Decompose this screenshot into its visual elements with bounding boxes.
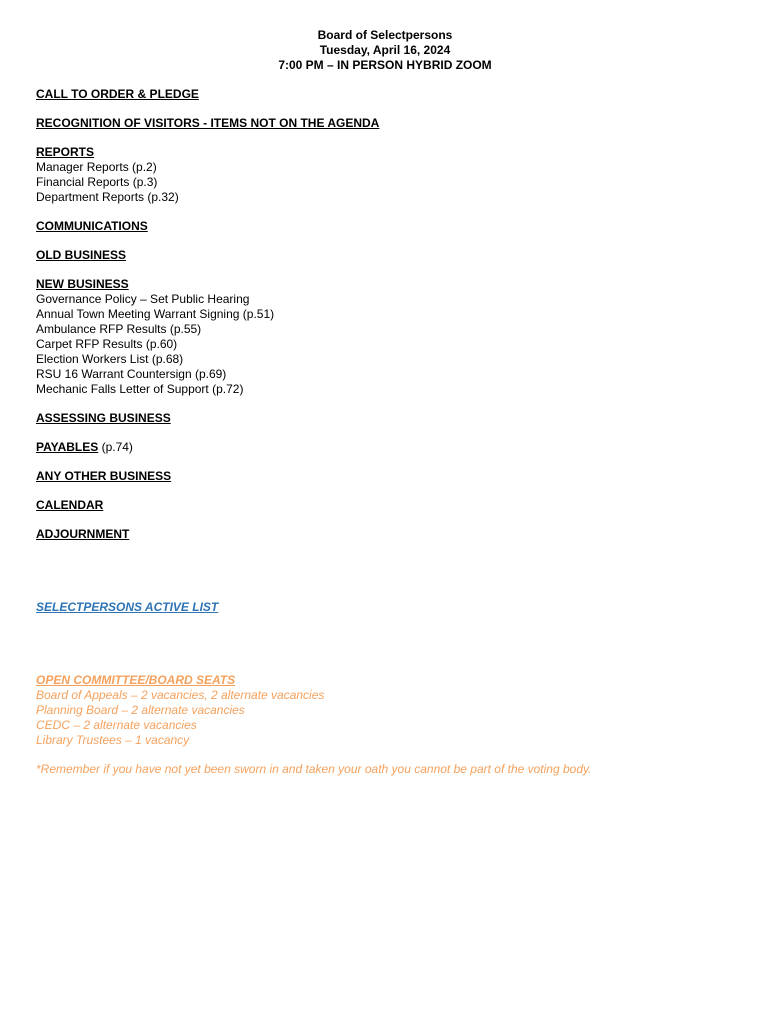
section-oath-note [36, 762, 736, 777]
payables-heading: PAYABLES [36, 440, 99, 454]
section-active-list [36, 600, 736, 615]
section-calendar [36, 498, 736, 513]
section-adjournment [36, 527, 736, 542]
open-seats-heading: OPEN COMMITTEE/BOARD SEATS [36, 673, 236, 687]
new-business-item: Ambulance RFP Results (p.55) [36, 322, 202, 336]
reports-heading: REPORTS [36, 145, 95, 159]
new-business-heading: NEW BUSINESS [36, 277, 129, 291]
reports-item: Financial Reports (p.3) [36, 175, 158, 189]
meeting-date: Tuesday, April 16, 2024 [319, 43, 451, 57]
old-business-heading: OLD BUSINESS [36, 248, 127, 262]
open-seat-item: Library Trustees – 1 vacancy [36, 733, 190, 747]
new-business-item: Election Workers List (p.68) [36, 352, 184, 366]
call-to-order-heading: CALL TO ORDER & PLEDGE [36, 87, 199, 101]
section-new-business [36, 277, 736, 397]
open-seat-item: Planning Board – 2 alternate vacancies [36, 703, 245, 717]
section-any-other-business [36, 469, 736, 484]
section-reports [36, 145, 736, 205]
section-recognition [36, 116, 736, 131]
communications-heading: COMMUNICATIONS [36, 219, 148, 233]
new-business-item: Mechanic Falls Letter of Support (p.72) [36, 382, 244, 396]
section-communications [36, 219, 736, 234]
payables-page-ref: (p.74) [98, 440, 133, 454]
section-call-to-order [36, 87, 736, 102]
new-business-item: Governance Policy – Set Public Hearing [36, 292, 250, 306]
any-other-business-heading: ANY OTHER BUSINESS [36, 469, 172, 483]
new-business-item: RSU 16 Warrant Countersign (p.69) [36, 367, 227, 381]
meeting-time-location: 7:00 PM – IN PERSON HYBRID ZOOM [278, 58, 492, 72]
adjournment-heading: ADJOURNMENT [36, 527, 130, 541]
reports-item: Manager Reports (p.2) [36, 160, 157, 174]
new-business-item: Carpet RFP Results (p.60) [36, 337, 178, 351]
open-seat-item: CEDC – 2 alternate vacancies [36, 718, 197, 732]
agenda-header [36, 28, 734, 73]
section-assessing-business [36, 411, 736, 426]
open-seat-item: Board of Appeals – 2 vacancies, 2 alternate vacancies [36, 688, 325, 702]
assessing-business-heading: ASSESSING BUSINESS [36, 411, 171, 425]
recognition-heading: RECOGNITION OF VISITORS - ITEMS NOT ON THE AGENDA [36, 116, 380, 130]
section-old-business [36, 248, 736, 263]
section-open-seats [36, 673, 736, 748]
oath-note: *Remember if you have not yet been sworn in and taken your oath you cannot be part of the voting body. [36, 762, 592, 776]
board-title: Board of Selectpersons [317, 28, 453, 42]
new-business-item: Annual Town Meeting Warrant Signing (p.51) [36, 307, 275, 321]
reports-item: Department Reports (p.32) [36, 190, 179, 204]
selectpersons-active-list-link[interactable]: SELECTPERSONS ACTIVE LIST [36, 600, 219, 614]
calendar-heading: CALENDAR [36, 498, 104, 512]
section-payables [36, 440, 736, 455]
agenda-document [36, 28, 736, 777]
